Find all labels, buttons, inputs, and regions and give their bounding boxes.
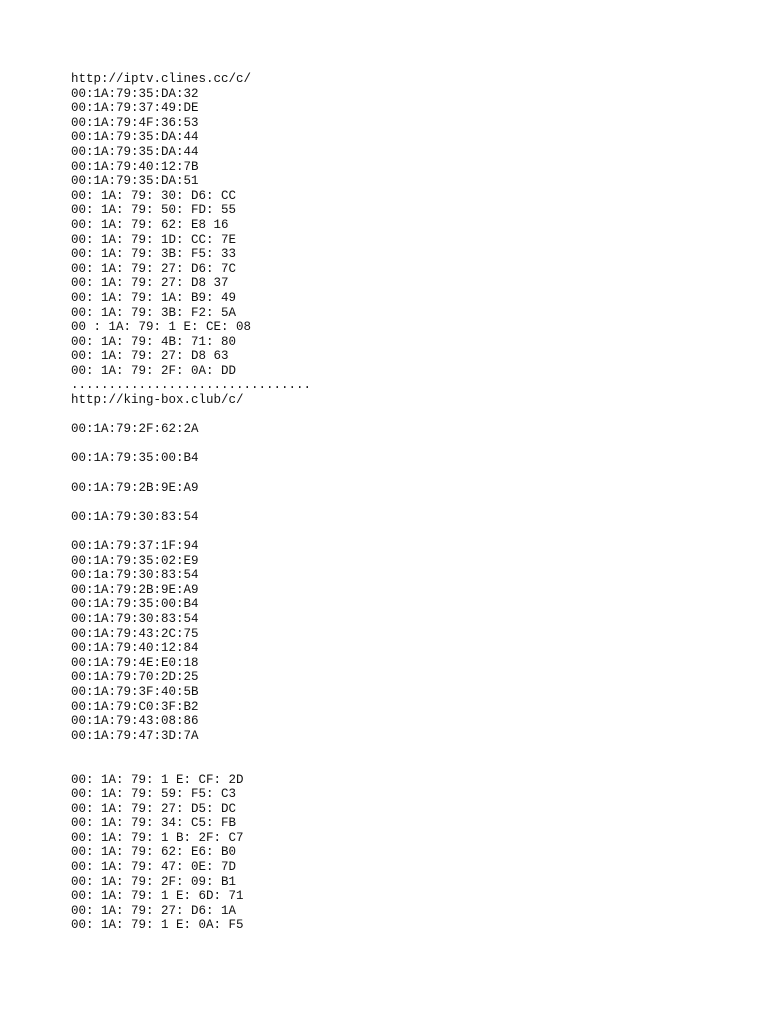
mac-address-line: 00: 1A: 79: 27: D5: DC [71, 801, 237, 816]
blank-line [71, 437, 731, 452]
mac-address-line: 00: 1A: 79: 1D: CC: 7E [71, 232, 237, 247]
mac-address-line: 00 : 1A: 79: 1 E: CE: 08 [71, 320, 252, 335]
mac-address-line: 00: 1A: 79: 1 E: 0A: F5 [71, 918, 244, 933]
blank-line [71, 408, 731, 423]
mac-address-line: 00: 1A: 79: 30: D6: CC [71, 188, 237, 203]
mac-address-line: 00:1A:79:35:DA:44 [71, 144, 199, 159]
mac-address-line: 00: 1A: 79: 27: D8 37 [71, 276, 229, 291]
mac-address-line: 00:1a:79:30:83:54 [71, 568, 199, 583]
separator-line: ................................ [71, 378, 312, 393]
mac-address-line: 00: 1A: 79: 47: 0E: 7D [71, 860, 237, 875]
mac-address-line: 00: 1A: 79: 1 E: 6D: 71 [71, 889, 244, 904]
mac-address-line: 00:1A:79:35:DA:32 [71, 86, 199, 101]
mac-address-line: 00:1A:79:40:12:84 [71, 641, 199, 656]
blank-line [71, 466, 731, 481]
mac-address-line: 00: 1A: 79: 50: FD: 55 [71, 203, 237, 218]
mac-address-line: 00:1A:79:43:08:86 [71, 714, 199, 729]
mac-address-line: 00: 1A: 79: 1 B: 2F: C7 [71, 830, 244, 845]
mac-address-line: 00: 1A: 79: 59: F5: C3 [71, 787, 237, 802]
mac-address-line: 00: 1A: 79: 62: E6: B0 [71, 845, 237, 860]
mac-address-line: 00:1A:79:37:49:DE [71, 101, 199, 116]
mac-address-line: 00:1A:79:35:DA:44 [71, 130, 199, 145]
blank-line [71, 743, 731, 758]
mac-address-line: 00:1A:79:2F:62:2A [71, 422, 199, 437]
mac-address-line: 00: 1A: 79: 62: E8 16 [71, 217, 229, 232]
mac-address-line: 00: 1A: 79: 2F: 0A: DD [71, 363, 237, 378]
mac-address-line: 00: 1A: 79: 1A: B9: 49 [71, 290, 237, 305]
mac-address-line: 00:1A:79:70:2D:25 [71, 670, 199, 685]
mac-address-line: 00:1A:79:30:83:54 [71, 509, 199, 524]
mac-address-line: 00: 1A: 79: 34: C5: FB [71, 816, 237, 831]
mac-address-line: 00:1A:79:43:2C:75 [71, 626, 199, 641]
mac-address-line: 00: 1A: 79: 3B: F2: 5A [71, 305, 237, 320]
url-line: http://king-box.club/c/ [71, 393, 244, 408]
mac-address-line: 00: 1A: 79: 27: D6: 7C [71, 261, 237, 276]
mac-address-line: 00:1A:79:40:12:7B [71, 159, 199, 174]
blank-line [71, 758, 731, 773]
mac-address-line: 00:1A:79:35:00:B4 [71, 451, 199, 466]
mac-address-line: 00:1A:79:4E:E0:18 [71, 655, 199, 670]
mac-address-line: 00:1A:79:2B:9E:A9 [71, 480, 199, 495]
mac-address-line: 00: 1A: 79: 4B: 71: 80 [71, 334, 237, 349]
mac-address-line: 00:1A:79:47:3D:7A [71, 728, 199, 743]
mac-address-line: 00:1A:79:30:83:54 [71, 611, 199, 626]
mac-address-line: 00:1A:79:35:02:E9 [71, 553, 199, 568]
mac-address-line: 00:1A:79:4F:36:53 [71, 115, 199, 130]
mac-address-line: 00:1A:79:35:DA:51 [71, 174, 199, 189]
mac-address-line: 00: 1A: 79: 3B: F5: 33 [71, 247, 237, 262]
mac-address-line: 00:1A:79:3F:40:5B [71, 684, 199, 699]
mac-address-line: 00:1A:79:2B:9E:A9 [71, 582, 199, 597]
mac-address-line: 00: 1A: 79: 2F: 09: B1 [71, 874, 237, 889]
blank-line [71, 524, 731, 539]
url-line: http://iptv.clines.cc/c/ [71, 72, 252, 86]
mac-address-line: 00:1A:79:35:00:B4 [71, 597, 199, 612]
mac-address-line: 00: 1A: 79: 1 E: CF: 2D [71, 772, 244, 787]
mac-address-line: 00: 1A: 79: 27: D8 63 [71, 349, 229, 364]
mac-address-line: 00:1A:79:37:1F:94 [71, 539, 199, 553]
document-text-body [71, 72, 731, 933]
mac-address-line: 00: 1A: 79: 27: D6: 1A [71, 903, 237, 918]
blank-line [71, 495, 731, 510]
mac-address-line: 00:1A:79:C0:3F:B2 [71, 699, 199, 714]
